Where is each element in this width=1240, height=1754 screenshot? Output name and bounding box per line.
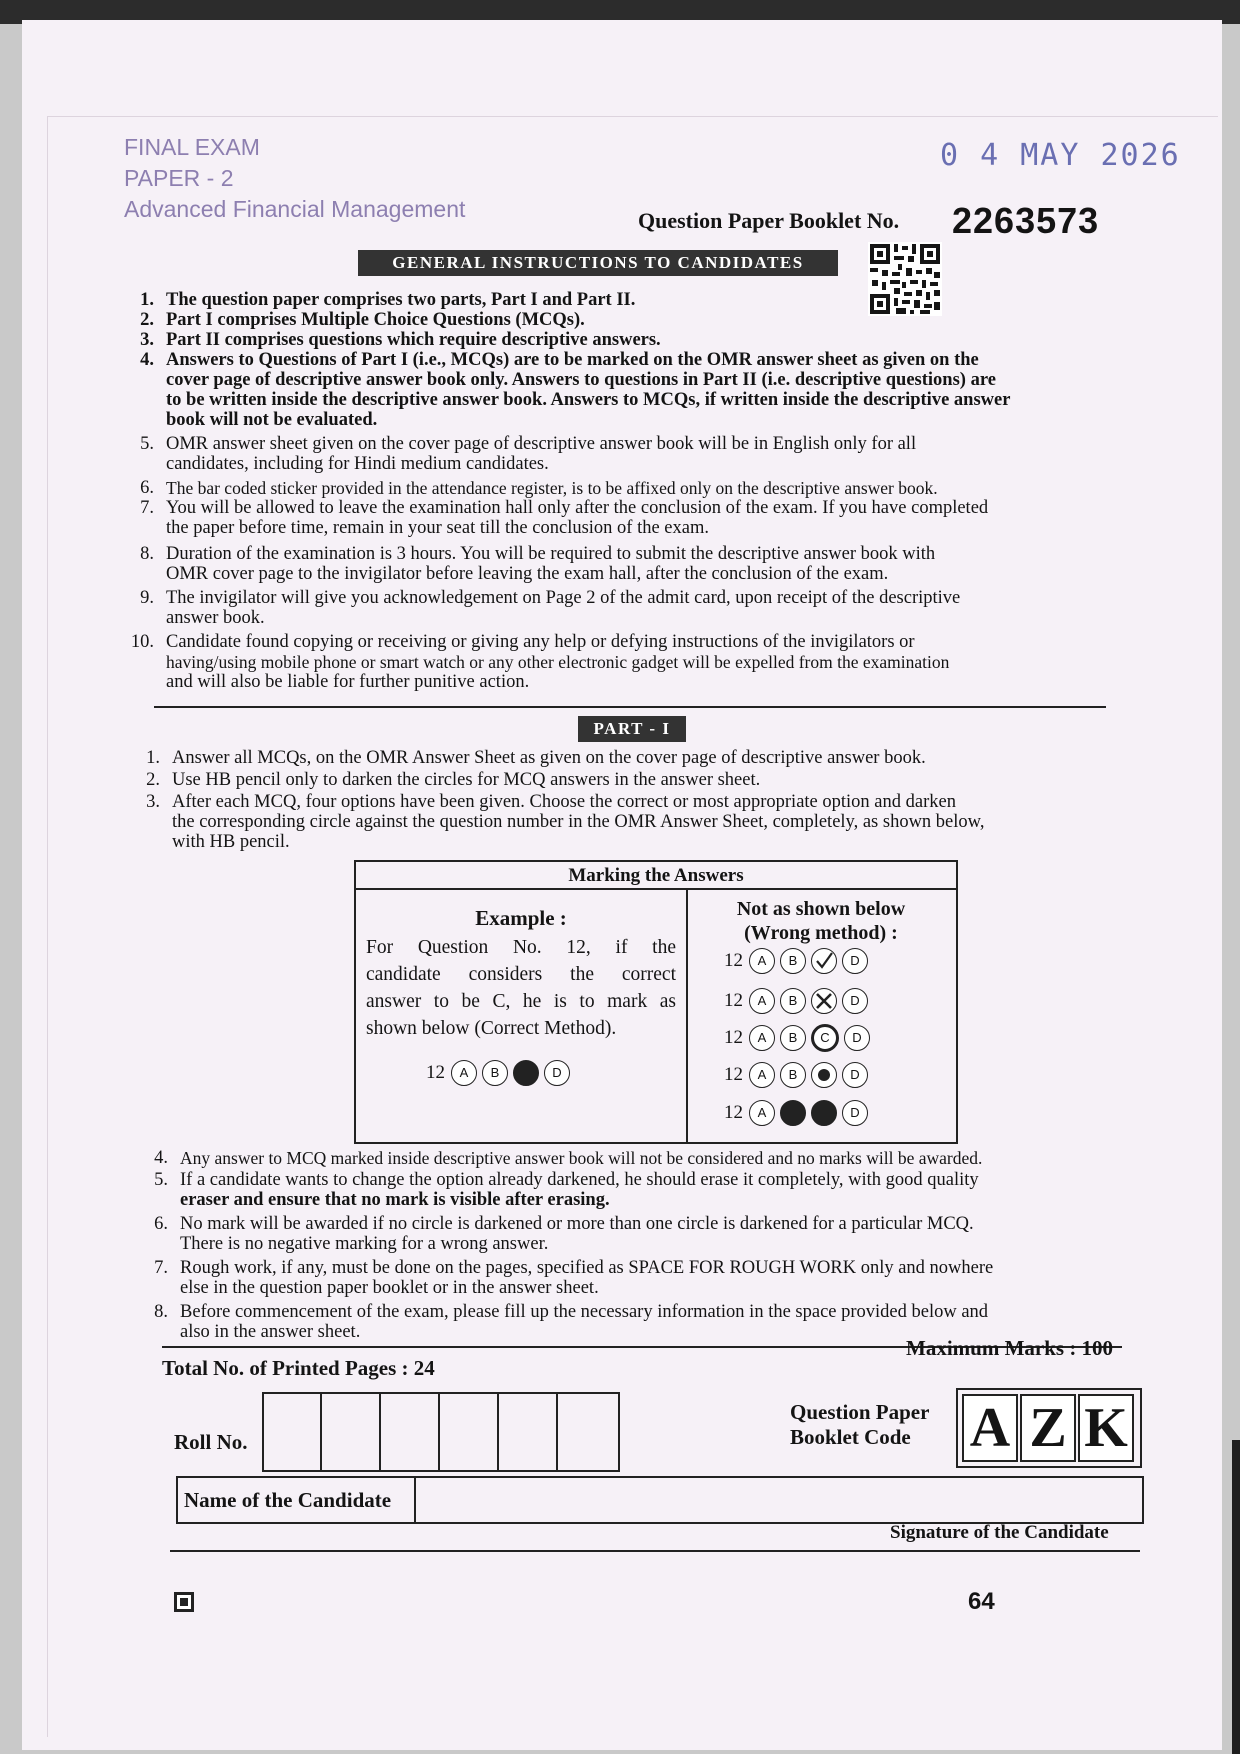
instruction-number: 3. xyxy=(140,330,154,350)
option-bubble-a: A xyxy=(451,1060,477,1086)
instruction-text: Answers to Questions of Part I (i.e., MCQs) are to be marked on the OMR answer sheet as given on the xyxy=(166,350,979,370)
roll-number-digit-box[interactable] xyxy=(497,1394,499,1470)
instruction-text: OMR answer sheet given on the cover page of descriptive answer book will be in English only for all xyxy=(166,434,917,454)
option-bubble-c-filled xyxy=(811,1100,837,1126)
instruction-text: Part I comprises Multiple Choice Questions (MCQs). xyxy=(166,310,585,330)
instruction-text: The bar coded sticker provided in the attendance register, is to be affixed only on the descriptive answer book. xyxy=(166,478,938,498)
instruction-text: else in the question paper booklet or in the answer sheet. xyxy=(180,1278,599,1298)
instruction-number: 2. xyxy=(146,770,160,790)
question-number: 12 xyxy=(724,950,743,971)
instruction-number: 4. xyxy=(154,1148,168,1168)
instruction-item xyxy=(124,434,1114,476)
option-bubble-b-filled xyxy=(780,1100,806,1126)
booklet-number-label: Question Paper Booklet No. xyxy=(638,208,900,233)
stamp-line-exam: FINAL EXAM xyxy=(124,134,260,160)
option-bubble-a: A xyxy=(749,948,775,974)
candidate-name-row xyxy=(176,1476,1144,1524)
instruction-text: The question paper comprises two parts, Part I and Part II. xyxy=(166,290,636,310)
instruction-number: 4. xyxy=(140,350,154,370)
instruction-text: Duration of the examination is 3 hours. You will be required to submit the descriptive answer book with xyxy=(166,544,936,564)
correct-method-bubbles xyxy=(426,1060,575,1086)
instruction-item xyxy=(124,310,1114,330)
roll-number-label: Roll No. xyxy=(174,1430,248,1454)
example-heading: Example : xyxy=(475,906,567,930)
tick-mark-bubble-icon xyxy=(811,948,837,974)
instruction-text: cover page of descriptive answer book only. Answers to questions in Part II (i.e. descriptive questions) are xyxy=(166,370,996,390)
instruction-number: 8. xyxy=(140,544,154,564)
wrong-method-panel xyxy=(688,890,954,1142)
instruction-text: Candidate found copying or receiving or giving any help or defying instructions of the invigilators or xyxy=(166,632,915,652)
instruction-number: 1. xyxy=(146,748,160,768)
wrong-example-row xyxy=(724,1062,873,1088)
part-1-heading: PART - I xyxy=(578,716,686,742)
instruction-item xyxy=(124,290,1114,310)
instruction-text: You will be allowed to leave the examination hall only after the conclusion of the exam. If you have completed xyxy=(166,498,989,518)
option-bubble-d: D xyxy=(842,948,868,974)
instruction-text: OMR cover page to the invigilator before leaving the exam hall, after the conclusion of the exam. xyxy=(166,564,889,584)
exam-stamp xyxy=(124,132,465,225)
instruction-text: The invigilator will give you acknowledgement on Page 2 of the admit card, upon receipt of the descriptive xyxy=(166,588,961,608)
instruction-text: eraser and ensure that no mark is visible after erasing. xyxy=(180,1190,610,1210)
question-number: 12 xyxy=(724,990,743,1011)
wrong-example-row xyxy=(724,1100,873,1126)
wrong-example-row xyxy=(724,1024,875,1052)
roll-number-digit-box[interactable] xyxy=(320,1394,322,1470)
candidate-signature-label: Signature of the Candidate xyxy=(890,1522,1109,1543)
example-line: answer to be C, he is to mark as xyxy=(366,991,676,1012)
booklet-code-letter: Z xyxy=(1020,1394,1076,1462)
candidate-name-label: Name of the Candidate xyxy=(178,1478,416,1522)
instruction-item xyxy=(124,544,1114,586)
wrong-method-heading: Not as shown below xyxy=(736,898,906,920)
option-bubble-b: B xyxy=(780,1062,806,1088)
option-bubble-c-filled xyxy=(513,1060,539,1086)
maximum-marks: Maximum Marks : 100 xyxy=(906,1336,1114,1360)
dot-mark-bubble-icon xyxy=(811,1062,837,1088)
instruction-item xyxy=(130,792,1120,854)
instruction-item xyxy=(124,330,1114,350)
instruction-number: 10. xyxy=(130,632,154,652)
question-number: 12 xyxy=(724,1102,743,1123)
option-bubble-d: D xyxy=(842,1100,868,1126)
instruction-text: No mark will be awarded if no circle is darkened or more than one circle is darkened for a particular MCQ. xyxy=(180,1214,974,1234)
question-number: 12 xyxy=(724,1027,743,1048)
instruction-text: having/using mobile phone or smart watch or any other electronic gadget will be expelled from the examination xyxy=(166,652,950,672)
instruction-text: Rough work, if any, must be done on the pages, specified as SPACE FOR ROUGH WORK only and nowhere xyxy=(180,1258,994,1278)
question-number: 12 xyxy=(426,1062,445,1083)
option-bubble-c-outlined: C xyxy=(811,1024,839,1052)
instruction-text: Use HB pencil only to darken the circles for MCQ answers in the answer sheet. xyxy=(172,770,761,790)
option-bubble-d: D xyxy=(842,988,868,1014)
marking-box-title: Marking the Answers xyxy=(568,865,744,886)
question-number: 12 xyxy=(724,1064,743,1085)
page-number: 64 xyxy=(968,1588,995,1615)
exam-cover-page xyxy=(22,20,1222,1750)
option-bubble-d: D xyxy=(844,1025,870,1051)
instruction-number: 6. xyxy=(140,478,154,498)
general-instructions-heading: GENERAL INSTRUCTIONS TO CANDIDATES xyxy=(358,250,838,276)
instruction-text: also in the answer sheet. xyxy=(180,1322,361,1342)
instruction-item xyxy=(138,1214,1128,1256)
booklet-code-box xyxy=(956,1388,1142,1468)
instruction-item xyxy=(124,478,1114,498)
instruction-text: with HB pencil. xyxy=(172,832,290,852)
option-bubble-b: B xyxy=(780,1025,806,1051)
scan-edge-right xyxy=(1232,1440,1240,1754)
instruction-number: 7. xyxy=(154,1258,168,1278)
instruction-number: 2. xyxy=(140,310,154,330)
example-line: For Question No. 12, if the xyxy=(366,937,676,958)
option-bubble-b: B xyxy=(482,1060,508,1086)
instruction-text: Answer all MCQs, on the OMR Answer Sheet as given on the cover page of descriptive answer book. xyxy=(172,748,926,768)
instruction-text: candidates, including for Hindi medium candidates. xyxy=(166,454,549,474)
roll-number-digit-box[interactable] xyxy=(556,1394,558,1470)
instruction-item xyxy=(138,1258,1128,1300)
roll-number-field[interactable] xyxy=(262,1392,620,1472)
booklet-code-label xyxy=(790,1400,929,1450)
instruction-number: 1. xyxy=(140,290,154,310)
total-printed-pages: Total No. of Printed Pages : 24 xyxy=(162,1356,435,1380)
wrong-example-row xyxy=(724,988,873,1014)
instruction-text: Part II comprises questions which require descriptive answers. xyxy=(166,330,661,350)
instruction-text: answer book. xyxy=(166,608,265,628)
instruction-number: 3. xyxy=(146,792,160,812)
instruction-item xyxy=(138,1148,1128,1168)
option-bubble-b: B xyxy=(780,988,806,1014)
example-line: candidate considers the correct xyxy=(366,964,676,985)
instruction-text: After each MCQ, four options have been given. Choose the correct or most appropriate option and darken xyxy=(172,792,956,812)
instruction-text: There is no negative marking for a wrong answer. xyxy=(180,1234,549,1254)
wrong-method-subheading: (Wrong method) : xyxy=(744,922,898,944)
option-bubble-a: A xyxy=(749,1025,775,1051)
example-text xyxy=(366,934,676,1044)
roll-number-digit-box[interactable] xyxy=(438,1394,440,1470)
instruction-number: 8. xyxy=(154,1302,168,1322)
corner-marker-icon xyxy=(174,1592,194,1612)
instruction-text: book will not be evaluated. xyxy=(166,410,378,430)
option-bubble-a: A xyxy=(749,988,775,1014)
instruction-number: 5. xyxy=(140,434,154,454)
option-bubble-b: B xyxy=(780,948,806,974)
booklet-code-label-line: Question Paper xyxy=(790,1400,930,1424)
candidate-name-field[interactable] xyxy=(418,1478,1140,1522)
instruction-number: 5. xyxy=(154,1170,168,1190)
section-divider xyxy=(154,706,1106,708)
signature-divider xyxy=(170,1550,1140,1552)
option-bubble-d: D xyxy=(842,1062,868,1088)
booklet-code-letter: A xyxy=(962,1394,1018,1462)
example-line: shown below (Correct Method). xyxy=(366,1018,617,1039)
instruction-number: 7. xyxy=(140,498,154,518)
instruction-text: and will also be liable for further punitive action. xyxy=(166,672,530,692)
instruction-item xyxy=(124,632,1114,694)
instruction-item xyxy=(124,588,1114,630)
example-panel xyxy=(356,890,688,1142)
instruction-item xyxy=(130,748,1120,768)
stamp-line-paper: PAPER - 2 xyxy=(124,165,234,191)
marking-box-title-row xyxy=(354,860,958,890)
instruction-text: If a candidate wants to change the option already darkened, he should erase it completely, with good quality xyxy=(180,1170,979,1190)
instruction-text: to be written inside the descriptive answer book. Answers to MCQs, if written inside the descriptive answer xyxy=(166,390,1011,410)
instruction-text: the corresponding circle against the question number in the OMR Answer Sheet, completely, as shown below, xyxy=(172,812,985,832)
instruction-text: Before commencement of the exam, please fill up the necessary information in the space provided below and xyxy=(180,1302,989,1322)
cross-mark-bubble-icon xyxy=(811,988,837,1014)
booklet-code-label-line: Booklet Code xyxy=(790,1425,911,1449)
instruction-number: 6. xyxy=(154,1214,168,1234)
instruction-text: the paper before time, remain in your seat till the conclusion of the exam. xyxy=(166,518,709,538)
instruction-item xyxy=(138,1170,1128,1212)
option-bubble-a: A xyxy=(749,1062,775,1088)
instruction-item xyxy=(130,770,1120,790)
marking-box xyxy=(354,888,958,1144)
instruction-text: Any answer to MCQ marked inside descriptive answer book will not be considered and no marks will be awarded. xyxy=(180,1148,983,1168)
date-stamp: 0 4 MAY 2026 xyxy=(940,138,1181,173)
option-bubble-a: A xyxy=(749,1100,775,1126)
instruction-number: 9. xyxy=(140,588,154,608)
instruction-item xyxy=(124,350,1114,432)
booklet-code-letter: K xyxy=(1078,1394,1134,1462)
wrong-example-row xyxy=(724,948,873,974)
booklet-number: 2263573 xyxy=(952,200,1100,241)
stamp-line-subject: Advanced Financial Management xyxy=(124,196,466,222)
instruction-item xyxy=(124,498,1114,540)
roll-number-digit-box[interactable] xyxy=(379,1394,381,1470)
option-bubble-d: D xyxy=(544,1060,570,1086)
